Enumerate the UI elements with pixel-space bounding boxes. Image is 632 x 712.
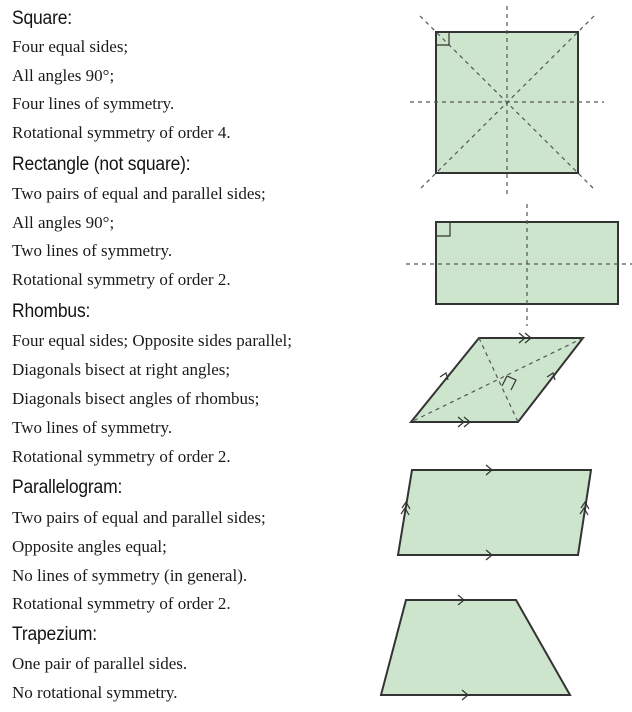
square-property-4: Rotational symmetry of order 4.: [12, 123, 231, 142]
rhombus-property-4: Two lines of symmetry.: [12, 418, 173, 437]
trapezium-property-2: No rotational symmetry.: [12, 683, 178, 702]
parallelogram-heading: Parallelogram:: [12, 477, 123, 498]
rectangle-figure: [406, 204, 632, 326]
parallelogram-property-3: No lines of symmetry (in general).: [12, 566, 248, 585]
rectangle-heading: Rectangle (not square):: [12, 154, 191, 175]
parallelogram-property-4: Rotational symmetry of order 2.: [12, 594, 231, 613]
rectangle-property-1: Two pairs of equal and parallel sides;: [12, 184, 266, 203]
rhombus-property-5: Rotational symmetry of order 2.: [12, 447, 231, 466]
rhombus-property-1: Four equal sides; Opposite sides parallel;: [12, 331, 292, 350]
parallelogram-shape: [398, 470, 591, 555]
trapezium-property-1: One pair of parallel sides.: [12, 654, 188, 673]
rhombus-figure: [411, 333, 583, 427]
parallelogram-property-2: Opposite angles equal;: [12, 537, 167, 556]
rhombus-property-2: Diagonals bisect at right angles;: [12, 360, 231, 379]
square-property-2: All angles 90°;: [12, 66, 115, 85]
square-heading: Square:: [12, 8, 72, 29]
rectangle-property-4: Rotational symmetry of order 2.: [12, 270, 231, 289]
square-property-3: Four lines of symmetry.: [12, 94, 175, 113]
rhombus-property-3: Diagonals bisect angles of rhombus;: [12, 389, 260, 408]
rectangle-property-2: All angles 90°;: [12, 213, 115, 232]
trapezium-shape: [381, 600, 570, 695]
trapezium-heading: Trapezium:: [12, 624, 97, 645]
rectangle-property-3: Two lines of symmetry.: [12, 241, 173, 260]
parallelogram-property-1: Two pairs of equal and parallel sides;: [12, 508, 266, 527]
trapezium-figure: [381, 595, 570, 700]
parallelogram-figure: [398, 465, 591, 560]
square-property-1: Four equal sides;: [12, 37, 129, 56]
square-figure: [410, 6, 604, 196]
rhombus-heading: Rhombus:: [12, 301, 91, 322]
